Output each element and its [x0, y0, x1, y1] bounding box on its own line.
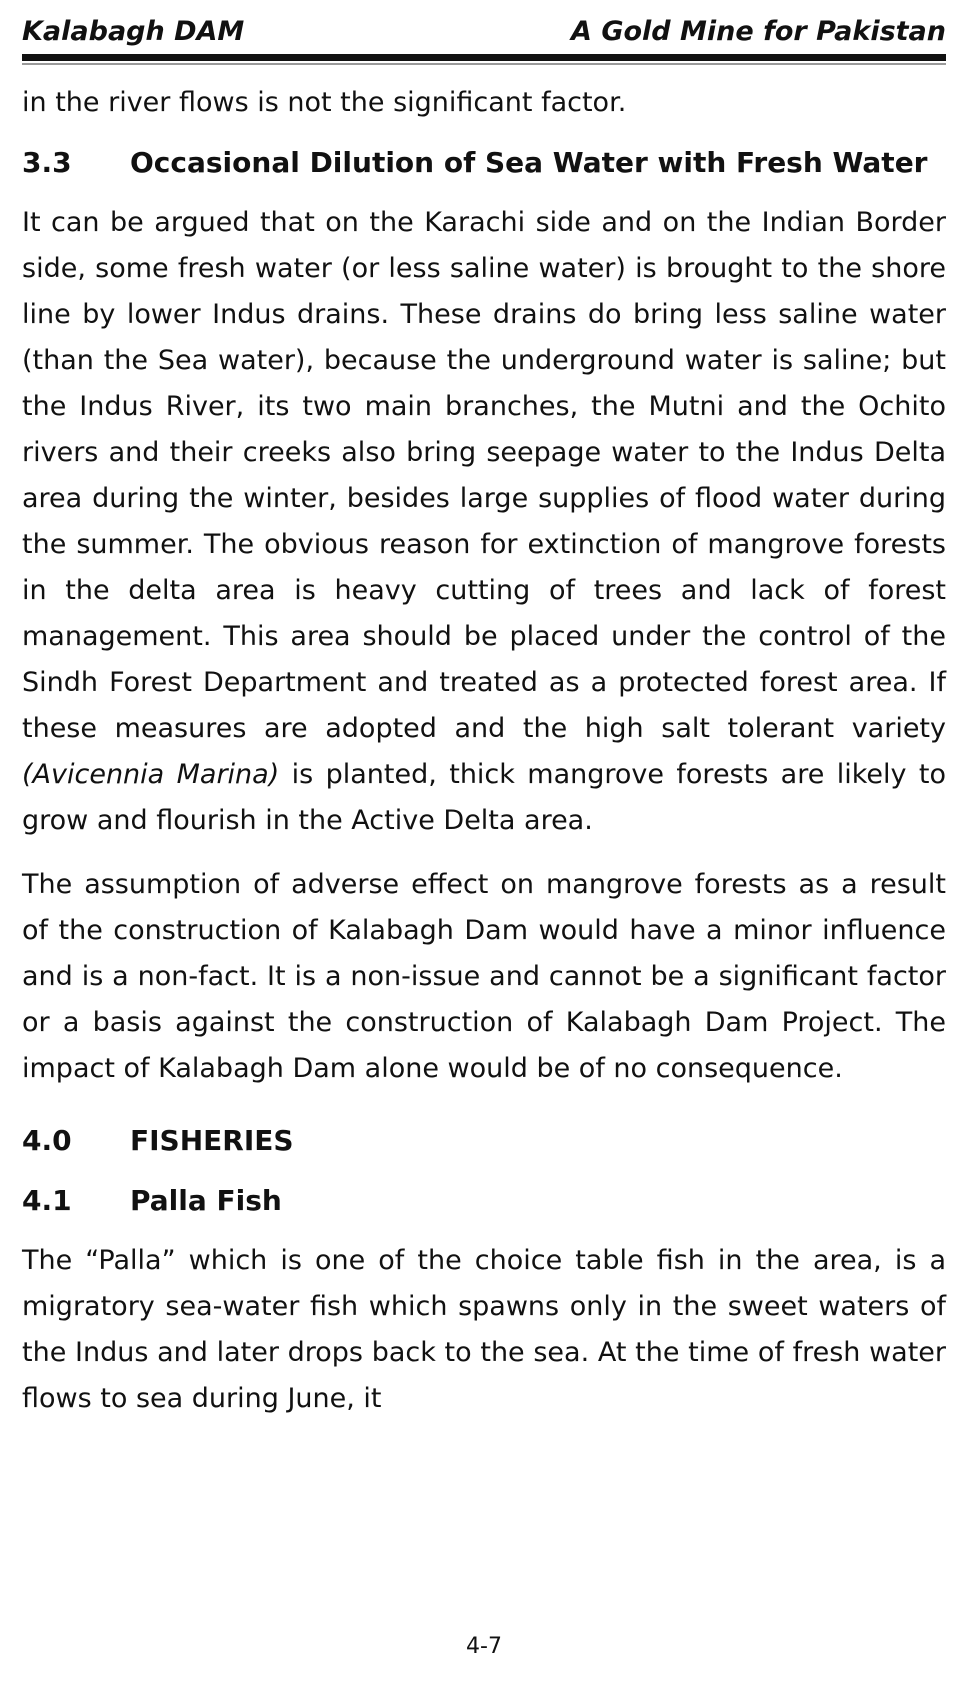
section-number: 4.0	[22, 1124, 72, 1157]
body-paragraph	[22, 200, 946, 844]
header-book-subtitle: A Gold Mine for Pakistan	[571, 16, 946, 47]
header-book-title: Kalabagh DAM	[22, 16, 245, 47]
section-title: FISHERIES	[130, 1124, 294, 1157]
header-rule	[22, 54, 946, 61]
section-title: Palla Fish	[130, 1184, 282, 1217]
section-heading-4-0	[22, 1118, 946, 1164]
paragraph-text: is planted, thick mangrove forests are likely to grow and flourish in the Active Delta area.	[22, 759, 946, 836]
body-paragraph: The assumption of adverse effect on mangrove forests as a result of the construction of Kalabagh Dam would have a minor influence and is a non-fact. It is a non-issue and cannot be a significant factor or a basis against the construction of Kalabagh Dam Project. The impact of Kalabagh Dam alone would be of no consequence.	[22, 869, 946, 1084]
section-heading-4-1	[22, 1178, 946, 1224]
section-heading-3-3	[22, 140, 946, 186]
section-number: 4.1	[22, 1184, 72, 1217]
page-body	[22, 80, 946, 1422]
running-header	[22, 12, 946, 52]
species-name: (Avicennia Marina)	[22, 759, 280, 790]
body-paragraph: The “Palla” which is one of the choice table fish in the area, is a migratory sea-water fish which spawns only in the sweet waters of the Indus and later drops back to the sea. At the time of fresh water flows to sea during June, it	[22, 1245, 946, 1414]
section-title: Occasional Dilution of Sea Water with Fresh Water	[130, 146, 928, 179]
header-rule-shadow	[22, 63, 946, 65]
paragraph-text: It can be argued that on the Karachi side and on the Indian Border side, some fresh water (or less saline water) is brought to the shore line by lower Indus drains. These drains do bring less saline water (than the Sea water), because the underground water is saline; but the Indus River, its two main branches, the Mutni and the Ochito rivers and their creeks also bring seepage water to the Indus Delta area during the winter, besides large supplies of flood water during the summer. The obvious reason for extinction of mangrove forests in the delta area is heavy cutting of trees and lack of forest management. This area should be placed under the control of the Sindh Forest Department and treated as a protected forest area. If these measures are adopted and the high salt tolerant variety	[22, 207, 946, 744]
page-number: 4-7	[466, 1634, 502, 1659]
continued-paragraph: in the river flows is not the significant factor.	[22, 87, 627, 118]
section-number: 3.3	[22, 146, 72, 179]
